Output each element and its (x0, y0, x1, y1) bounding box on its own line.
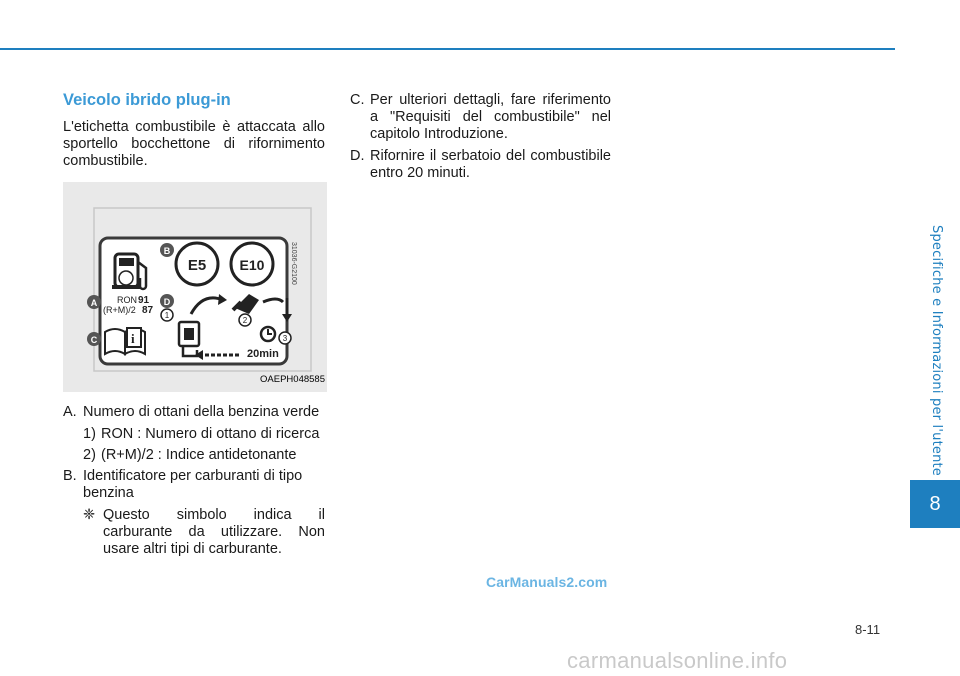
svg-text:20min: 20min (247, 348, 279, 360)
svg-text:A: A (90, 298, 98, 308)
intro-paragraph: L'etichetta combustibile è attaccata allo sportello bocchettone di rifornimento combustibile. (63, 119, 325, 169)
svg-text:E5: E5 (187, 257, 207, 274)
svg-text:1: 1 (164, 311, 170, 320)
item-label: A. (63, 404, 77, 420)
figure-code: OAEPH048585 (260, 374, 325, 385)
subitem-text: (R+M)/2 : Indice antidetonante (101, 447, 297, 463)
chapter-tab: 8 (910, 480, 960, 528)
left-column (63, 92, 325, 558)
svg-text:C: C (90, 335, 98, 345)
footer-watermark: carmanualsonline.info (567, 648, 788, 673)
item-text: Rifornire il serbatoio del combustibile entro 20 minuti. (370, 148, 611, 181)
list-item-a (63, 404, 325, 421)
svg-text:B: B (163, 246, 171, 256)
item-label: B. (63, 468, 77, 484)
svg-text:87: 87 (142, 305, 154, 316)
note-b (83, 507, 325, 558)
svg-text:D: D (163, 297, 171, 307)
page-number: 8-11 (855, 622, 881, 637)
manual-book-icon (105, 328, 145, 354)
item-label: D. (350, 148, 365, 164)
fuel-label-figure (63, 182, 327, 392)
chapter-side-title: Specifiche e Informazioni per l'utente (929, 225, 944, 477)
list-subitem-a1 (83, 426, 325, 443)
section-title: Veicolo ibrido plug-in (63, 91, 231, 109)
list-subitem-a2 (83, 447, 325, 464)
watermark-link[interactable]: CarManuals2.com (486, 574, 608, 590)
item-text: Per ulteriori dettagli, fare riferimento a "Requisiti del combustibile" nel capitolo Introduzione. (370, 92, 611, 142)
fuel-label-illustration (63, 182, 327, 392)
item-text: Identificatore per carburanti di tipo benzina (83, 468, 303, 501)
subitem-label: 2) (83, 447, 96, 463)
svg-text:91: 91 (138, 295, 150, 306)
svg-text:2: 2 (242, 316, 248, 325)
item-label: C. (350, 92, 365, 108)
subitem-text: RON : Numero di ottano di ricerca (101, 426, 320, 442)
subitem-label: 1) (83, 426, 96, 442)
svg-text:31036-G2100: 31036-G2100 (290, 242, 297, 285)
header-rule (0, 48, 895, 50)
svg-text:3: 3 (282, 334, 288, 343)
list-item-d (350, 148, 611, 182)
note-text: Questo simbolo indica il carburante da utilizzare. Non usare altri tipi di carburante. (103, 507, 325, 557)
svg-text:E10: E10 (239, 257, 265, 273)
list-item-b (63, 468, 325, 502)
right-column (350, 92, 611, 187)
item-text: Numero di ottani della benzina verde (83, 404, 320, 420)
list-item-c (350, 92, 611, 143)
note-symbol: ❈ (83, 507, 96, 523)
svg-text:RON: RON (117, 295, 137, 305)
svg-text:i: i (131, 331, 135, 346)
svg-text:(R+M)/2: (R+M)/2 (103, 305, 136, 315)
